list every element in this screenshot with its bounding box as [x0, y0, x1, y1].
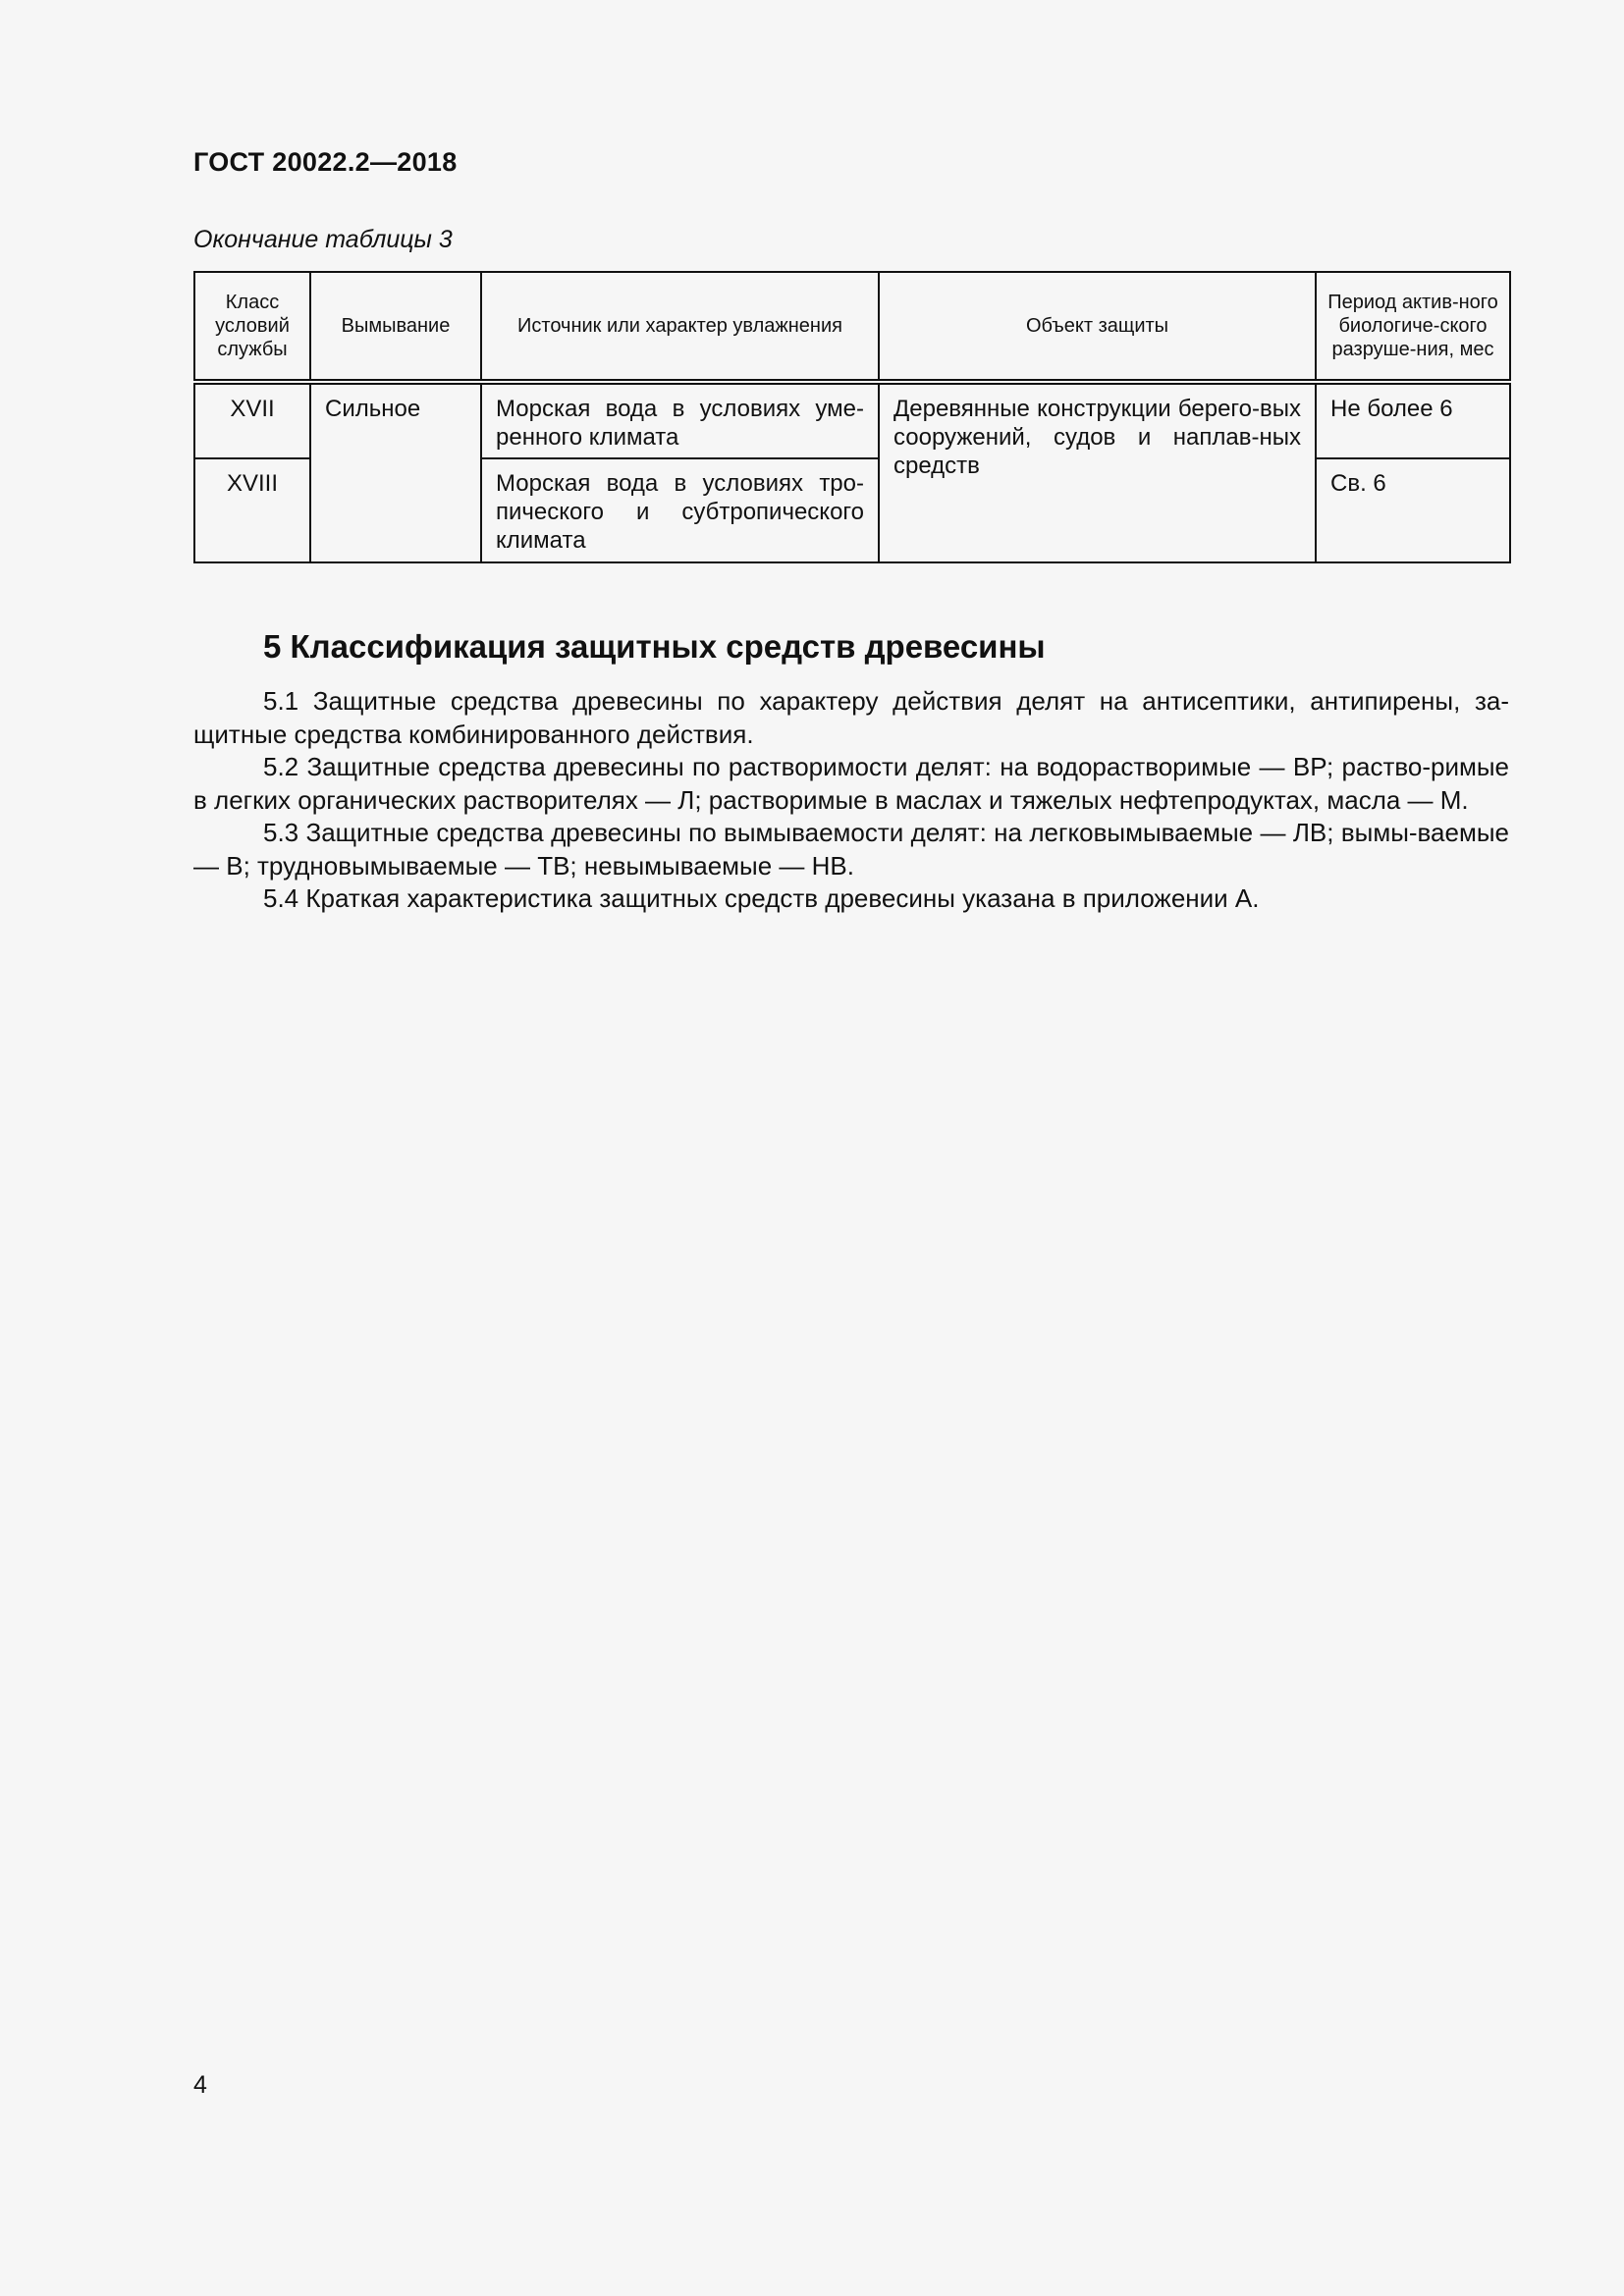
- cell-period: Св. 6: [1316, 458, 1510, 562]
- cell-class: XVII: [194, 382, 310, 458]
- col-header-source: Источник или характер увлажнения: [481, 272, 879, 382]
- cell-period: Не более 6: [1316, 382, 1510, 458]
- table-caption: Окончание таблицы 3: [193, 226, 453, 253]
- paragraph-5-4: 5.4 Краткая характеристика защитных средств древесины указана в приложении А.: [263, 883, 1260, 913]
- paragraph-5-2: 5.2 Защитные средства древесины по растворимости делят: на водорастворимые — ВР; раство-римые в легких органических растворителях — Л; растворимые в маслах и тяжелых нефтепродуктах, масла — М.: [193, 752, 1509, 815]
- section-body: [193, 685, 1509, 916]
- cell-source: Морская вода в условиях уме-ренного климата: [481, 382, 879, 458]
- classification-table: [193, 271, 1511, 563]
- cell-object: Деревянные конструкции берего-вых сооружений, судов и наплав-ных средств: [879, 382, 1316, 562]
- paragraph-5-3: 5.3 Защитные средства древесины по вымываемости делят: на легковымываемые — ЛВ; вымы-ваемые — В; трудновымываемые — ТВ; невымываемые — НВ.: [193, 818, 1509, 881]
- cell-washout: Сильное: [310, 382, 481, 562]
- col-header-object: Объект защиты: [879, 272, 1316, 382]
- col-header-washout: Вымывание: [310, 272, 481, 382]
- cell-source: Морская вода в условиях тро-пического и субтропического климата: [481, 458, 879, 562]
- document-code: ГОСТ 20022.2—2018: [193, 147, 458, 177]
- paragraph-5-1: 5.1 Защитные средства древесины по характеру действия делят на антисептики, антипирены, за-щитные средства комбинированного действия.: [193, 686, 1509, 749]
- page-number: 4: [193, 2071, 207, 2099]
- table-row: [194, 382, 1510, 458]
- col-header-class: Класс условий службы: [194, 272, 310, 382]
- col-header-period: Период актив-ного биологиче-ского разруше-ния, мес: [1316, 272, 1510, 382]
- table-header-row: [194, 272, 1510, 382]
- section-heading: 5 Классификация защитных средств древесины: [263, 628, 1046, 665]
- cell-class: XVIII: [194, 458, 310, 562]
